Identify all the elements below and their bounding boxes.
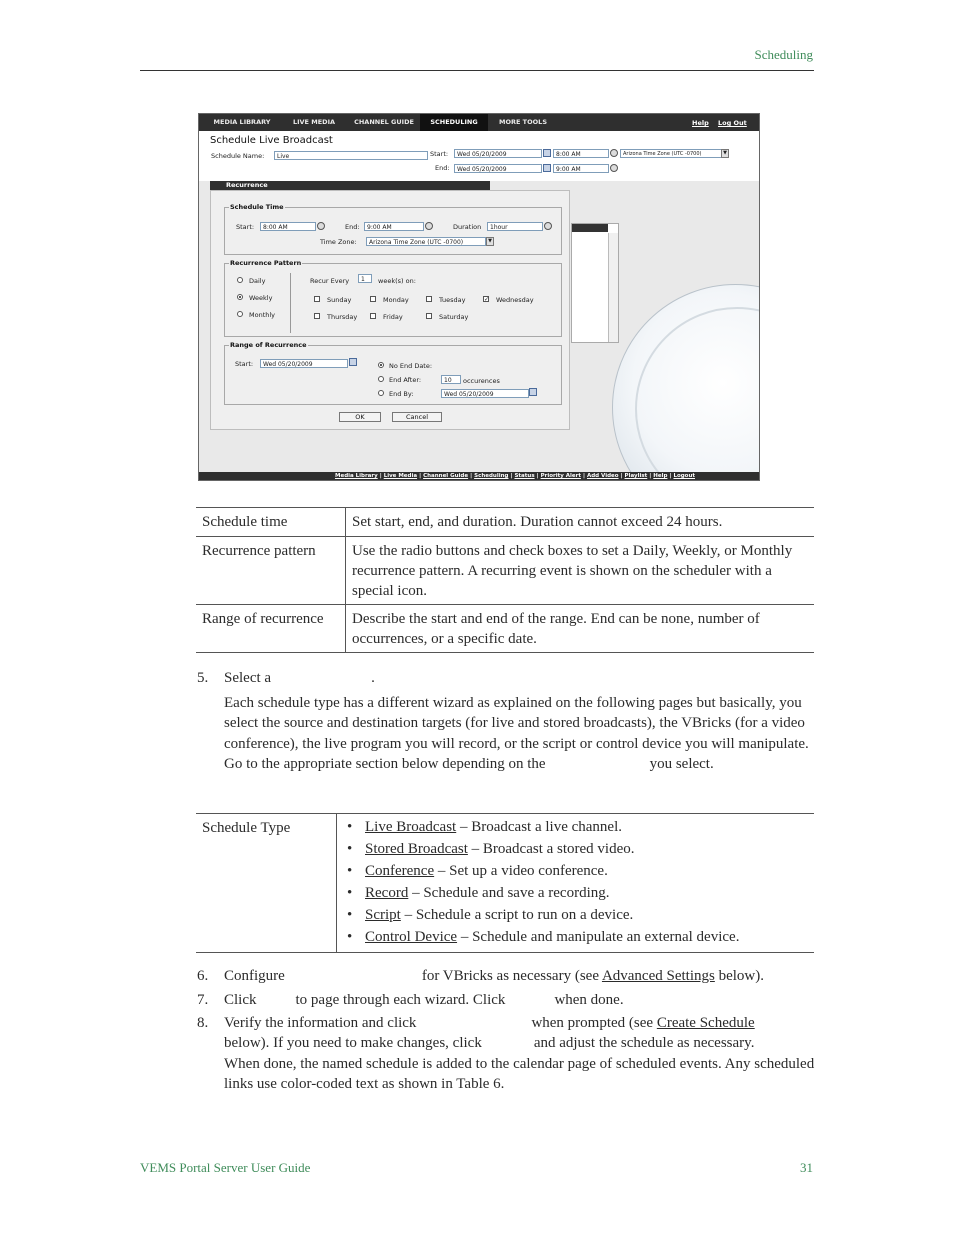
- step-5-text: [224, 668, 375, 688]
- footer-link[interactable]: Status: [514, 473, 535, 479]
- tab-scheduling[interactable]: SCHEDULING: [420, 114, 488, 131]
- cancel-button[interactable]: Cancel: [392, 412, 442, 422]
- list-item: [343, 838, 808, 860]
- help-link[interactable]: Help: [692, 119, 709, 127]
- step-number: 6.: [197, 968, 209, 984]
- record-link[interactable]: Record: [365, 885, 409, 901]
- footer-link[interactable]: Media Library: [334, 473, 378, 479]
- list-item: [343, 926, 808, 948]
- list-item-text: – Schedule a script to run on a device.: [400, 907, 634, 923]
- step-8-c: below). If you need to make changes, click: [224, 1035, 482, 1052]
- step-8-e: When done, the named schedule is added to the calendar page of scheduled events. Any scheduled links use color-coded text as shown in Table 6.: [224, 1055, 815, 1093]
- saturday-label: Saturday: [439, 313, 469, 321]
- list-item: [343, 904, 808, 926]
- st-start-input[interactable]: 8:00 AM: [260, 222, 316, 231]
- calendar-icon[interactable]: [543, 149, 551, 157]
- pattern-divider: [290, 273, 291, 333]
- spinner-icon[interactable]: [317, 222, 325, 230]
- wednesday-checkbox[interactable]: ✓: [484, 296, 490, 303]
- control-device-link[interactable]: Control Device: [365, 929, 458, 945]
- recurrence-bar: [210, 181, 490, 190]
- table-cell-label: Recurrence pattern: [196, 537, 346, 605]
- step-7-a: Click: [224, 992, 257, 1008]
- list-item: [343, 816, 808, 838]
- table-row: [196, 605, 814, 653]
- thursday-checkbox[interactable]: [314, 313, 320, 319]
- wednesday-label: Wednesday: [496, 296, 534, 304]
- daily-radio[interactable]: [237, 277, 243, 283]
- spinner-icon[interactable]: [610, 164, 618, 172]
- tab-live-media[interactable]: LIVE MEDIA: [292, 118, 336, 126]
- calendar-icon[interactable]: [349, 358, 357, 366]
- daily-label: Daily: [249, 277, 266, 285]
- tab-media-library[interactable]: MEDIA LIBRARY: [213, 118, 271, 126]
- spinner-icon[interactable]: [425, 222, 433, 230]
- recurrence-table: [196, 507, 814, 653]
- monday-label: Monday: [383, 296, 409, 304]
- schedule-name-label: Schedule Name:: [211, 152, 265, 160]
- step-5-para-a: Each schedule type has a different wizard as explained on the following pages but basically, you select the source and destination targets (for live and stored broadcasts), the VBricks (for a video conference), the live program you will record, or the script or control device you will manipulate. Go to the appropriate section below depending on the: [224, 695, 809, 773]
- weeks-on-label: week(s) on:: [378, 277, 416, 285]
- page-header-section: Scheduling: [754, 47, 813, 62]
- step-8-text: [224, 1013, 816, 1095]
- tuesday-checkbox[interactable]: [426, 296, 432, 302]
- list-item: [343, 860, 808, 882]
- monthly-label: Monthly: [249, 311, 276, 319]
- table-row: [196, 814, 814, 953]
- footer-link[interactable]: Help: [653, 473, 668, 479]
- advanced-settings-link[interactable]: Advanced Settings: [601, 968, 715, 984]
- monthly-radio[interactable]: [237, 311, 243, 317]
- schedule-screenshot: [198, 113, 760, 481]
- end-time-input[interactable]: 9:00 AM: [553, 164, 609, 173]
- schedule-name-input[interactable]: Live: [274, 151, 428, 160]
- end-after-input[interactable]: 10: [441, 375, 461, 384]
- range-title: Range of Recurrence: [230, 341, 307, 349]
- start-date-input[interactable]: Wed 05/20/2009: [454, 149, 542, 158]
- step-7-text: [224, 990, 624, 1010]
- table-cell-desc: Set start, end, and duration. Duration cannot exceed 24 hours.: [352, 514, 723, 530]
- weekly-label: Weekly: [249, 294, 273, 302]
- weekly-radio[interactable]: [237, 294, 243, 300]
- chevron-down-icon[interactable]: ▼: [721, 149, 729, 158]
- step-5-paragraph: [224, 693, 814, 775]
- monday-checkbox[interactable]: [370, 296, 376, 302]
- ok-button[interactable]: OK: [339, 412, 381, 422]
- step-7-b: to page through each wizard. Click: [295, 992, 506, 1008]
- recurrence-dialog: [210, 190, 570, 430]
- time-zone-select[interactable]: Arizona Time Zone (UTC -0700): [366, 237, 486, 246]
- page-title: Schedule Live Broadcast: [210, 135, 333, 146]
- footer-page-number: 31: [800, 1160, 813, 1175]
- live-broadcast-link[interactable]: Live Broadcast: [365, 819, 457, 835]
- footer-link[interactable]: Channel Guide: [423, 473, 469, 479]
- end-by-label: End By:: [389, 390, 414, 398]
- step-number: 8.: [197, 1015, 209, 1031]
- footer-link[interactable]: Playlist: [624, 473, 648, 479]
- time-zone-label: Time Zone:: [320, 238, 357, 246]
- disc-graphic: [612, 284, 760, 481]
- step-6-a: Configure: [224, 968, 285, 984]
- list-item-text: – Schedule and save a recording.: [408, 885, 610, 901]
- table-cell-label: Schedule time: [196, 508, 346, 537]
- step-5-lead: Select a: [224, 670, 272, 686]
- step-7-c: when done.: [554, 992, 624, 1008]
- tab-more-tools[interactable]: MORE TOOLS: [498, 118, 547, 126]
- step-6-b: for VBricks as necessary (see: [421, 968, 599, 984]
- top-nav-bar: [199, 114, 759, 131]
- recurrence-pattern-title: Recurrence Pattern: [230, 259, 302, 267]
- footer-link[interactable]: Logout: [673, 473, 695, 479]
- friday-label: Friday: [383, 313, 403, 321]
- sunday-checkbox[interactable]: [314, 296, 320, 302]
- duration-input[interactable]: 1hour: [487, 222, 543, 231]
- occurences-label: occurences: [463, 377, 500, 385]
- stored-broadcast-link[interactable]: Stored Broadcast: [365, 841, 468, 857]
- range-start-input[interactable]: Wed 05/20/2009: [260, 359, 348, 368]
- table-cell-label: Range of recurrence: [196, 605, 346, 653]
- step-5-end: .: [371, 670, 375, 686]
- table-cell-label: Schedule Type: [196, 814, 337, 953]
- header-rule: [140, 70, 814, 71]
- calendar-icon[interactable]: [529, 388, 537, 396]
- end-date-input[interactable]: Wed 05/20/2009: [454, 164, 542, 173]
- calendar-icon[interactable]: [543, 164, 551, 172]
- step-8-b: when prompted (see: [531, 1015, 654, 1031]
- step-8-d: and adjust the schedule as necessary.: [533, 1035, 755, 1052]
- logout-link[interactable]: Log Out: [718, 119, 747, 127]
- schedule-time-title: Schedule Time: [230, 203, 284, 211]
- step-number: 7.: [197, 992, 209, 1008]
- list-item-text: – Broadcast a live channel.: [456, 819, 622, 835]
- end-after-label: End After:: [389, 376, 422, 384]
- recur-every-input[interactable]: 1: [358, 274, 372, 283]
- st-end-input[interactable]: 9:00 AM: [364, 222, 424, 231]
- end-by-radio[interactable]: [378, 390, 384, 396]
- table-cell-desc: Describe the start and end of the range. End can be none, number of occurrences, or a specific date.: [352, 611, 760, 647]
- friday-checkbox[interactable]: [370, 313, 376, 319]
- start-time-input[interactable]: 8:00 AM: [553, 149, 609, 158]
- st-end-label: End:: [345, 223, 360, 231]
- range-start-label: Start:: [235, 360, 254, 368]
- table-cell-desc: Use the radio buttons and check boxes to set a Daily, Weekly, or Monthly recurrence pattern. A recurring event is shown on the scheduler with a special icon.: [352, 543, 793, 599]
- footer-guide-title: VEMS Portal Server User Guide: [140, 1160, 311, 1175]
- recurrence-bar-label: Recurrence: [226, 181, 268, 189]
- end-label: End:: [435, 164, 450, 172]
- schedule-time-group: [224, 207, 562, 255]
- table-row: [196, 508, 814, 537]
- conference-link[interactable]: Conference: [365, 863, 435, 879]
- no-end-date-label: No End Date:: [389, 362, 433, 370]
- start-label: Start:: [430, 150, 449, 158]
- spinner-icon[interactable]: [610, 149, 618, 157]
- tuesday-label: Tuesday: [439, 296, 466, 304]
- list-item-text: – Broadcast a stored video.: [467, 841, 635, 857]
- schedule-type-table: [196, 813, 814, 953]
- step-6-text: [224, 966, 764, 986]
- sunday-label: Sunday: [327, 296, 352, 304]
- chevron-down-icon[interactable]: ▼: [486, 237, 494, 246]
- schedule-form-header: [199, 131, 759, 181]
- step-8-a: Verify the information and click: [224, 1015, 417, 1031]
- list-item-text: – Set up a video conference.: [434, 863, 608, 879]
- table-cell-list: [337, 814, 815, 953]
- step-5-para-b: you select.: [649, 756, 714, 773]
- end-by-input[interactable]: Wed 05/20/2009: [441, 389, 529, 398]
- footer-link[interactable]: Live Media: [383, 473, 418, 479]
- no-end-date-radio[interactable]: [378, 362, 384, 368]
- saturday-checkbox[interactable]: [426, 313, 432, 319]
- step-number: 5.: [197, 670, 209, 686]
- script-link[interactable]: Script: [365, 907, 401, 923]
- footer-link[interactable]: Priority Alert: [540, 473, 581, 479]
- tab-channel-guide[interactable]: CHANNEL GUIDE: [354, 118, 414, 126]
- footer-link[interactable]: Add Video: [586, 473, 619, 479]
- spinner-icon[interactable]: [544, 222, 552, 230]
- list-item-text: – Schedule and manipulate an external device.: [457, 929, 740, 945]
- thursday-label: Thursday: [327, 313, 358, 321]
- create-schedule-link[interactable]: Create Schedule: [656, 1015, 755, 1031]
- scrollbar[interactable]: [608, 233, 618, 342]
- end-after-radio[interactable]: [378, 376, 384, 382]
- footer-nav-bar: Media Library | Live Media | Channel Guide | Scheduling | Status | Priority Alert | Add Video | Playlist | Help | Logout: [199, 472, 759, 480]
- recur-every-label: Recur Every: [310, 277, 350, 285]
- duration-label: Duration: [453, 223, 482, 231]
- timezone-select[interactable]: Arizona Time Zone (UTC -0700): [620, 149, 722, 158]
- step-6-c: below).: [718, 968, 764, 984]
- list-box[interactable]: [571, 223, 619, 343]
- list-item: [343, 882, 808, 904]
- table-row: [196, 537, 814, 605]
- st-start-label: Start:: [236, 223, 255, 231]
- footer-link[interactable]: Scheduling: [474, 473, 509, 479]
